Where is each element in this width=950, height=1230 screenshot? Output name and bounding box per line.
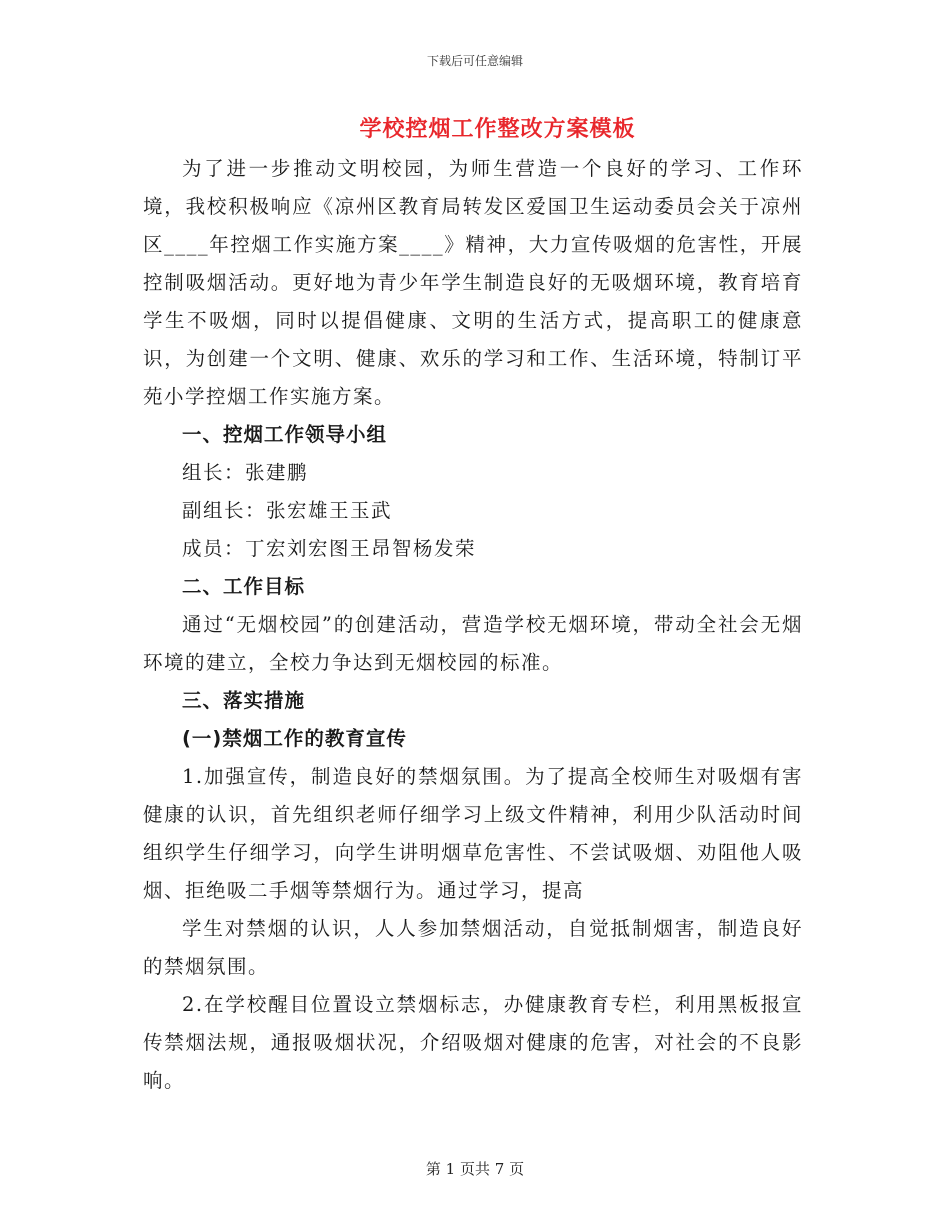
document-title: 学校控烟工作整改方案模板 xyxy=(359,116,636,142)
document-body xyxy=(143,150,803,1100)
measure-item-2: 2.在学校醒目位置设立禁烟标志，办健康教育专栏，利用黑板报宣传禁烟法规，通报吸烟状况，介绍吸烟对健康的危害，对社会的不良影响。 xyxy=(143,993,803,1092)
members-line: 成员：丁宏刘宏图王昂智杨发荣 xyxy=(182,537,477,560)
intro-paragraph: 为了进一步推动文明校园，为师生营造一个良好的学习、工作环境，我校积极响应《凉州区教育局转发区爱国卫生运动委员会关于凉州区____年控烟工作实施方案____》精神，大力宣传吸烟的危害性，开展控制吸烟活动。更好地为青少年学生制造良好的无吸烟环境，教育培育学生不吸烟，同时以提倡健康、文明的生活方式，提高职工的健康意识，为创建一个文明、健康、欢乐的学习和工作、生活环境，特制订平苑小学控烟工作实施方案。 xyxy=(143,157,803,408)
subsection-heading-education: (一)禁烟工作的教育宣传 xyxy=(182,727,407,750)
page-number: 第 1 页共 7 页 xyxy=(425,1160,525,1178)
leader-line: 组长：张建鹏 xyxy=(182,461,309,484)
goal-paragraph: 通过“无烟校园”的创建活动，营造学校无烟环境，带动全社会无烟环境的建立，全校力争达到无烟校园的标准。 xyxy=(143,613,803,674)
section-heading-measures: 三、落实措施 xyxy=(182,689,306,712)
measure-item-1-continued: 学生对禁烟的认识，人人参加禁烟活动，自觉抵制烟害，制造良好的禁烟氛围。 xyxy=(143,917,803,978)
page-header-note: 下载后可任意编辑 xyxy=(426,54,523,68)
deputy-leader-line: 副组长：张宏雄王玉武 xyxy=(182,499,393,522)
measure-item-1: 1.加强宣传，制造良好的禁烟氛围。为了提高全校师生对吸烟有害健康的认识，首先组织老师仔细学习上级文件精神，利用少队活动时间组织学生仔细学习，向学生讲明烟草危害性、不尝试吸烟、劝阻他人吸烟、拒绝吸二手烟等禁烟行为。通过学习，提高 xyxy=(143,765,803,902)
section-heading-goals: 二、工作目标 xyxy=(182,575,306,598)
section-heading-leadership: 一、控烟工作领导小组 xyxy=(182,423,388,446)
